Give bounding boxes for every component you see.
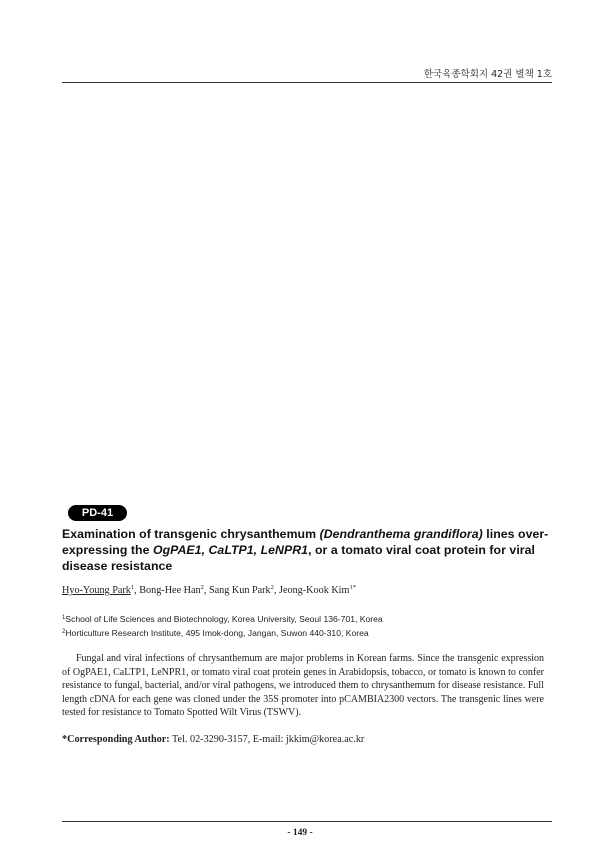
author-affiliation-mark: 2 [270, 584, 274, 591]
affiliation-number: 1 [62, 615, 66, 621]
title-species: (Dendranthema grandiflora) [319, 527, 483, 541]
affiliation-item [62, 627, 562, 641]
title-gene-3: LeNPR1 [260, 543, 309, 557]
journal-header: 한국육종학회지 42권 별책 1호 [423, 69, 552, 80]
title-separator-2: , [253, 543, 261, 557]
title-gene-2: CaLTP1 [208, 543, 254, 557]
affiliation-item [62, 613, 562, 627]
author-name: Hyo-Young Park [62, 585, 131, 596]
author-name: Bong-Hee Han [139, 585, 201, 596]
affiliation-text: School of Life Sciences and Biotechnology, Korea University, Seoul 136-701, Korea [65, 614, 383, 624]
title-text-3: , or a tomato viral coat protein for viral disease resistance [62, 543, 535, 573]
corresponding-author [62, 734, 552, 745]
affiliation-list [62, 613, 562, 640]
affiliation-text: Horticulture Research Institute, 495 Imok-dong, Jangan, Suwon 440-310, Korea [65, 627, 369, 638]
header-divider [62, 82, 552, 83]
author-name: Sang Kun Park [208, 585, 271, 596]
corresponding-label: *Corresponding Author: [62, 734, 170, 745]
footer-divider [62, 821, 552, 822]
title-text-2: lines over-expressing the [62, 527, 549, 557]
title-separator-1: , [201, 543, 209, 557]
corresponding-contact: Tel. 02-3290-3157, E-mail: jkkim@korea.ac.kr [172, 734, 365, 745]
affiliation-number: 2 [62, 628, 66, 635]
page-number: - 149 - [287, 828, 313, 838]
author-affiliation-mark: 2 [200, 584, 204, 591]
poster-id-badge: PD-41 [68, 505, 127, 521]
title-gene-1: OgPAE1 [152, 543, 202, 557]
abstract-paragraph: Fungal and viral infections of chrysanthemum are major problems in Korean farms. Since the transgenic expression of OgPAE1, CaLTP1, LeNPR1, or tomato viral coat protein genes in Arabidopsis, tobacco, or tomato is known to confer resistance to fungal, bacterial, and/or viral pathogens, we introduced them to chrysanthemum for disease resistance. Full length cDNA for each gene was cloned under the 35S promoter into pCAMBIA2300 vectors. The transgenic lines were tested for resistance to Tomato Spotted Wilt Virus (TSWV). [62, 653, 544, 719]
author-affiliation-mark: 1* [349, 584, 356, 591]
author-list: Hyo-Young Park$^1$, Bong-Hee Han$^2$, Sang Kun Park$^2$, Jeong-Kook Kim$^{1*}$ [62, 584, 356, 596]
paper-title [62, 526, 552, 574]
title-text-1: Examination of transgenic chrysanthemum [62, 527, 320, 541]
author-name: Jeong-Kook Kim [278, 585, 350, 596]
author-affiliation-mark: 1 [130, 584, 135, 591]
